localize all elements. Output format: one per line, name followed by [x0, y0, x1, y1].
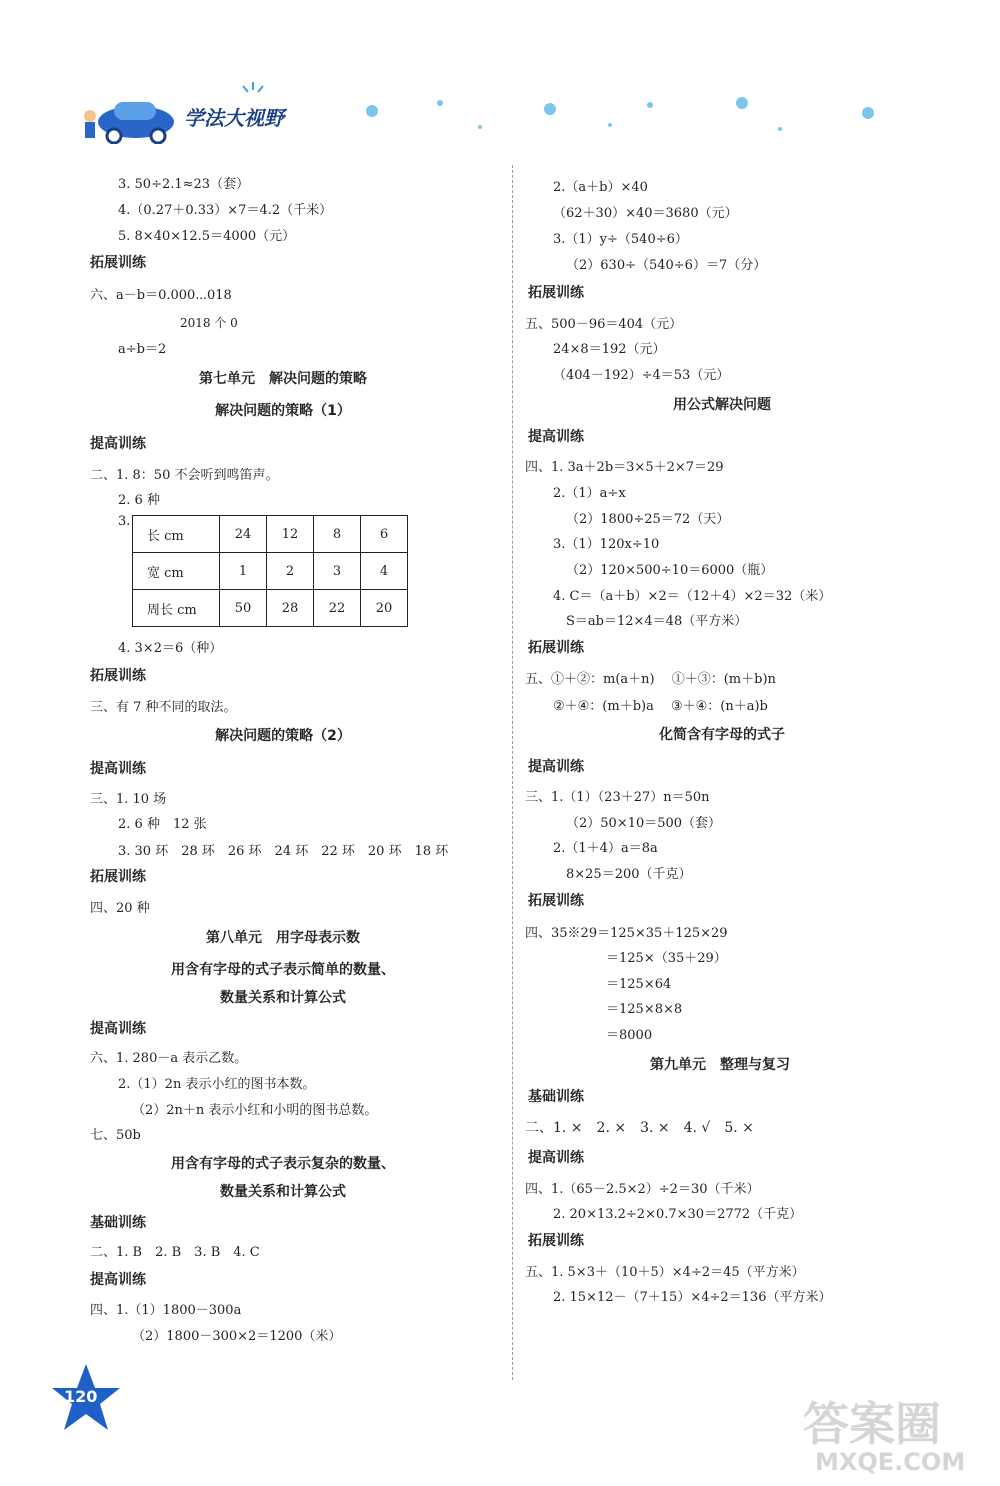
brace-note: 2018 个 0: [180, 316, 238, 330]
section-label-tigao: 提高训练: [90, 1272, 146, 1288]
answer-line: （2）120×500÷10＝6000（瓶）: [566, 563, 774, 578]
header-logo: [78, 88, 338, 148]
page-number: 120: [64, 1387, 98, 1406]
answer-line: a÷b＝2: [118, 342, 167, 357]
answer-line: （2）1800－300×2＝1200（米）: [132, 1329, 342, 1344]
table-cell: 50: [220, 590, 267, 627]
section-title: 用含有字母的式子表示复杂的数量、: [171, 1156, 395, 1172]
table-cell: 4: [361, 553, 408, 590]
answer-line: 3.（1）y÷（540÷6）: [553, 232, 688, 247]
answer-line: 五、①＋②：m(a＋n) ①＋③：(m＋b)n: [525, 672, 776, 687]
answer-line: 二、1. 8：50 不会听到鸣笛声。: [90, 468, 279, 483]
section-label-tigao: 提高训练: [528, 429, 584, 445]
section-title: 解决问题的策略（2）: [215, 728, 351, 744]
section-label-tuozhan: 拓展训练: [528, 1233, 584, 1249]
answer-line: 2.（1）a÷x: [553, 486, 626, 501]
table-cell: 长 cm: [133, 516, 220, 553]
section-label-tuozhan: 拓展训练: [528, 640, 584, 656]
answer-line: 四、35※29＝125×35＋125×29: [525, 926, 728, 941]
answer-line: ＝125×8×8: [606, 1002, 683, 1017]
section-label-tigao: 提高训练: [90, 1021, 146, 1037]
section-label-tigao: 提高训练: [90, 761, 146, 777]
section-label-tuozhan: 拓展训练: [90, 869, 146, 885]
answer-line: 5. 8×40×12.5＝4000（元）: [118, 229, 296, 244]
answer-line: 七、50b: [90, 1128, 141, 1143]
section-title: 用含有字母的式子表示简单的数量、: [171, 962, 395, 978]
answer-line: 24×8＝192（元）: [553, 342, 666, 357]
table-cell: 周长 cm: [133, 590, 220, 627]
answer-line: 四、1.（65－2.5×2）÷2＝30（千米）: [525, 1182, 760, 1197]
logo-text: 学法大视野: [184, 106, 284, 130]
table-cell: 宽 cm: [133, 553, 220, 590]
section-label-tigao: 提高训练: [528, 759, 584, 775]
section-label-tigao: 提高训练: [528, 1150, 584, 1166]
answer-line: 六、a－b＝0.000⋯018: [90, 288, 232, 303]
table-cell: 6: [361, 516, 408, 553]
answer-line: ＝125×（35＋29）: [606, 951, 727, 966]
answer-line: 三、1. 10 场: [90, 792, 167, 807]
answer-line: 四、1. 3a＋2b＝3×5＋2×7＝29: [525, 460, 724, 475]
answer-line: 五、500－96＝404（元）: [525, 317, 683, 332]
answer-line: （404－192）÷4＝53（元）: [553, 368, 730, 383]
table-row: [133, 553, 408, 590]
watermark: [795, 1388, 985, 1478]
table-cell: 22: [314, 590, 361, 627]
answer-line: 4. 3×2＝6（种）: [118, 641, 223, 656]
answer-line: 2.（1）2n 表示小红的图书本数。: [118, 1077, 316, 1092]
watermark-top: 答案圈: [803, 1397, 941, 1451]
table-cell: 12: [267, 516, 314, 553]
table-row: [133, 590, 408, 627]
table-cell: 24: [220, 516, 267, 553]
answer-line: 4.（0.27＋0.33）×7＝4.2（千米）: [118, 203, 333, 218]
table-cell: 3: [314, 553, 361, 590]
section-label-jichu: 基础训练: [90, 1215, 146, 1231]
unit-title: 第七单元 解决问题的策略: [199, 371, 367, 387]
answer-line: ②＋④：(m＋b)a ③＋④：(n＋a)b: [553, 699, 768, 714]
answer-line: 2.（1＋4）a＝8a: [553, 841, 658, 856]
section-title: 化简含有字母的式子: [659, 727, 785, 743]
perimeter-table: [132, 515, 408, 627]
answer-line: 二、1. B 2. B 3. B 4. C: [90, 1245, 260, 1260]
answer-line: （2）2n＋n 表示小红和小明的图书总数。: [132, 1103, 378, 1118]
answer-line: 二、1. × 2. × 3. × 4. √ 5. ×: [525, 1120, 754, 1136]
table-cell: 28: [267, 590, 314, 627]
car-icon: [78, 92, 178, 144]
section-title: 数量关系和计算公式: [220, 990, 346, 1006]
answer-line: 2. 15×12－（7＋15）×4÷2＝136（平方米）: [553, 1290, 832, 1305]
unit-title: 第九单元 整理与复习: [650, 1057, 790, 1073]
answer-line: 3. 50÷2.1≈23（套）: [118, 177, 250, 192]
answer-line: 8×25＝200（千克）: [566, 867, 692, 882]
answer-line: S＝ab＝12×4＝48（平方米）: [566, 614, 748, 629]
answer-line: 三、有 7 种不同的取法。: [90, 700, 237, 715]
answer-line: 四、1.（1）1800－300a: [90, 1303, 242, 1318]
table-row: [133, 516, 408, 553]
answer-line: （62＋30）×40＝3680（元）: [553, 206, 738, 221]
sparkle-icon: [238, 80, 268, 104]
answer-line: 四、20 种: [90, 901, 150, 916]
section-title: 数量关系和计算公式: [220, 1184, 346, 1200]
table-cell: 8: [314, 516, 361, 553]
page-number-badge: [50, 1362, 122, 1432]
watermark-bottom: MXQE.COM: [815, 1448, 966, 1476]
answer-line: 2. 20×13.2÷2×0.7×30＝2772（千克）: [553, 1207, 803, 1222]
section-title: 用公式解决问题: [673, 397, 771, 413]
answer-line: 3.: [118, 514, 131, 529]
answer-line: （2）1800÷25＝72（天）: [566, 512, 730, 527]
section-label-tigao: 提高训练: [90, 436, 146, 452]
column-divider: [512, 165, 513, 1380]
answer-line: 4. C＝（a＋b）×2＝（12＋4）×2＝32（米）: [553, 589, 832, 604]
answer-line: 3. 30 环 28 环 26 环 24 环 22 环 20 环 18 环: [118, 844, 449, 859]
answer-line: ＝8000: [606, 1028, 653, 1043]
section-label-jichu: 基础训练: [528, 1089, 584, 1105]
section-title: 解决问题的策略（1）: [215, 403, 351, 419]
section-label-tuozhan: 拓展训练: [528, 893, 584, 909]
answer-line: （2）50×10＝500（套）: [566, 816, 722, 831]
table-cell: 1: [220, 553, 267, 590]
answer-line: 六、1. 280－a 表示乙数。: [90, 1051, 248, 1066]
answer-line: 2. 6 种: [118, 493, 160, 508]
section-label-tuozhan: 拓展训练: [90, 255, 146, 271]
section-label-tuozhan: 拓展训练: [90, 668, 146, 684]
section-label-tuozhan: 拓展训练: [528, 285, 584, 301]
answer-line: ＝125×64: [606, 977, 672, 992]
answer-line: （2）630÷（540÷6）＝7（分）: [566, 258, 767, 273]
table-cell: 20: [361, 590, 408, 627]
table-cell: 2: [267, 553, 314, 590]
answer-line: 五、1. 5×3＋（10＋5）×4÷2＝45（平方米）: [525, 1265, 805, 1280]
unit-title: 第八单元 用字母表示数: [206, 930, 360, 946]
answer-line: 2.（a＋b）×40: [553, 180, 648, 195]
answer-line: 2. 6 种 12 张: [118, 817, 207, 832]
answer-line: 3.（1）120x÷10: [553, 537, 660, 552]
answer-line: 三、1.（1）（23＋27）n＝50n: [525, 790, 710, 805]
decorative-snowflakes-icon: [350, 95, 890, 145]
